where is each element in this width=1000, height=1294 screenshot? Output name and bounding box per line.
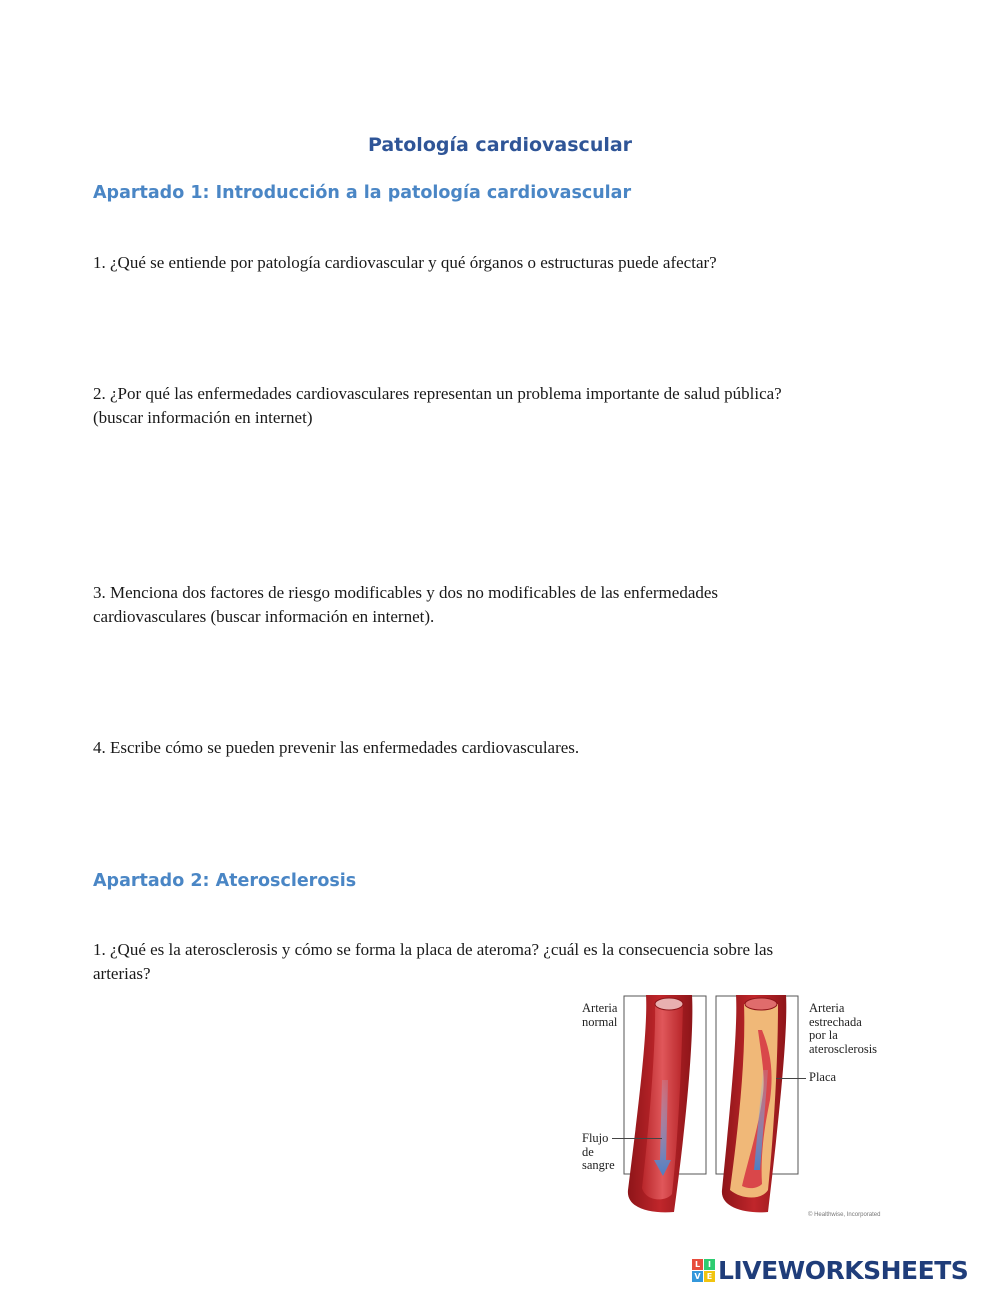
normal-artery [624,995,706,1212]
narrowed-artery-label [809,1002,877,1056]
question-line: 3. Menciona dos factores de riesgo modificables y dos no modificables de las enfermedades [93,583,719,602]
badge-letter: L [692,1259,703,1270]
label-line: estrechada [809,1014,862,1029]
label-line: Arteria [809,1001,845,1015]
brand-name: LIVEWORKSHEETS [718,1255,969,1285]
section-1-heading: Apartado 1: Introducción a la patología cardiovascular [93,183,632,203]
plaque-label: Placa [809,1070,837,1084]
section-2-heading: Apartado 2: Aterosclerosis [93,871,357,891]
question-1-1 [93,251,893,275]
plaque-pointer-line [776,1078,806,1079]
question-1-3 [93,581,893,629]
label-line: de [582,1144,594,1159]
label-line: Flujo [582,1131,609,1145]
label-line: aterosclerosis [809,1041,878,1056]
artery-illustration [576,990,896,1222]
question-line: 4. Escribe cómo se pueden prevenir las enfermedades cardiovasculares. [93,738,580,757]
label-line: Arteria [582,1001,618,1015]
label-line: sangre [582,1158,615,1172]
flow-pointer-line [612,1138,662,1139]
question-line: 1. ¿Qué se entiende por patología cardiovascular y qué órganos o estructuras puede afectar? [93,253,717,272]
question-line: 2. ¿Por qué las enfermedades cardiovasculares representan un problema importante de salud pública? [93,384,782,403]
liveworksheets-logo [692,1254,968,1286]
question-2-1 [93,938,893,986]
normal-artery-label [582,1002,617,1029]
question-1-4 [93,736,893,760]
question-line: arterias? [93,964,151,983]
label-line: normal [582,1014,618,1029]
question-line: 1. ¿Qué es la aterosclerosis y cómo se forma la placa de ateroma? ¿cuál es la consecuencia sobre las [93,940,774,959]
question-line: cardiovasculares (buscar información en internet). [93,607,435,626]
question-1-2 [93,382,893,430]
live-badge-icon [692,1259,715,1282]
badge-letter: I [704,1259,715,1270]
label-line: por la [809,1028,838,1042]
badge-letter: E [704,1271,715,1282]
page-title: Patología cardiovascular [367,134,633,156]
badge-letter: V [692,1271,703,1282]
figure-copyright: © Healthwise, Incorporated [808,1212,881,1218]
question-line: (buscar información en internet) [93,408,313,427]
narrowed-artery [716,995,798,1212]
blood-flow-label [582,1132,615,1173]
